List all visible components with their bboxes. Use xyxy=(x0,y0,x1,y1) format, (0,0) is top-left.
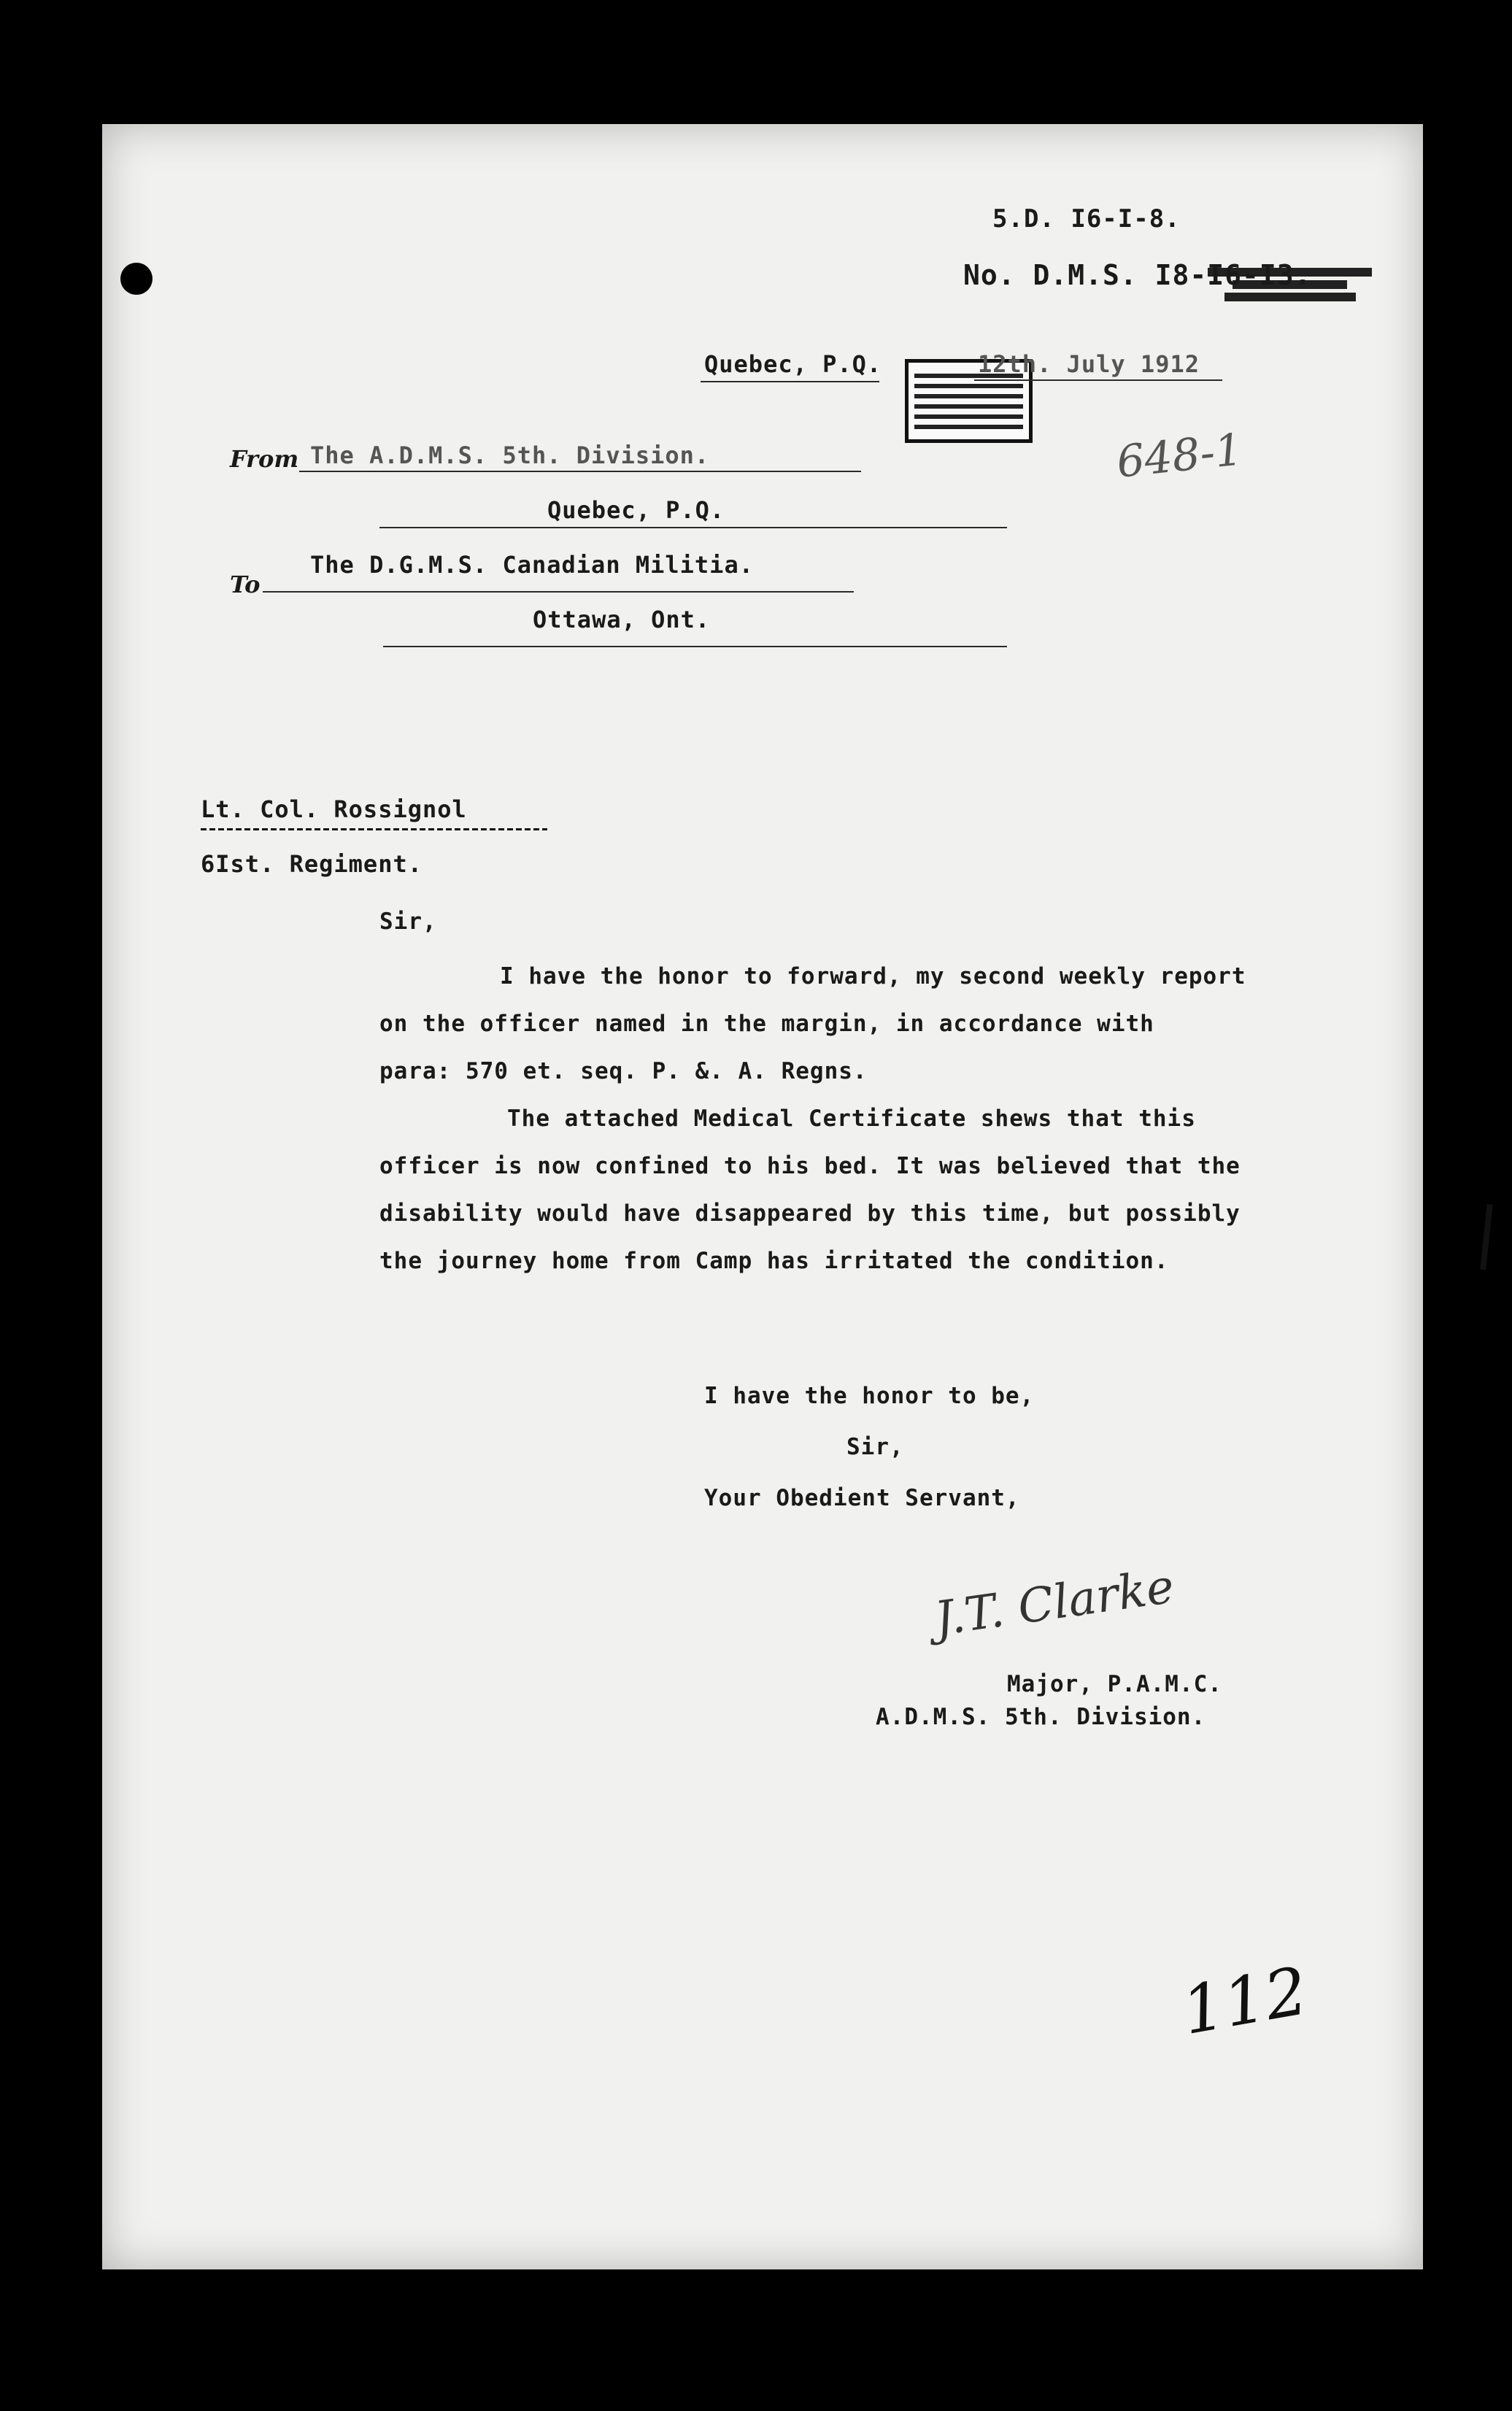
from-line-1: The A.D.M.S. 5th. Division. xyxy=(310,441,710,469)
from-line-2: Quebec, P.Q. xyxy=(547,496,725,524)
salutation: Sir, xyxy=(379,909,437,935)
file-reference: 5.D. I6-I-8. xyxy=(992,204,1181,234)
closing-line-1: I have the honor to be, xyxy=(704,1383,1035,1409)
letter-place: Quebec, P.Q. xyxy=(704,350,882,378)
from-label: From xyxy=(230,445,299,473)
date-underline xyxy=(974,379,1222,381)
punch-hole xyxy=(120,263,153,295)
place-underline xyxy=(701,381,879,382)
page-number: 112 xyxy=(1176,1952,1314,2051)
paragraph-2-line-2: officer is now confined to his bed. It was believed that the xyxy=(379,1153,1241,1179)
signatory-rank: Major, P.A.M.C. xyxy=(1007,1671,1222,1697)
paragraph-1-line-2: on the officer named in the margin, in accordance with xyxy=(379,1011,1154,1037)
edge-mark xyxy=(1480,1204,1492,1270)
to-line-1: The D.G.M.S. Canadian Militia. xyxy=(310,551,754,579)
from-rule-2 xyxy=(379,527,1007,528)
margin-officer-unit: 6Ist. Regiment. xyxy=(201,850,423,878)
document-page xyxy=(102,124,1423,2269)
signature: J.T. Clarke xyxy=(931,1559,1178,1647)
signatory-title: A.D.M.S. 5th. Division. xyxy=(876,1704,1206,1730)
handwritten-file-number: 648-1 xyxy=(1114,424,1246,488)
paragraph-2-line-4: the journey home from Camp has irritated the condition. xyxy=(379,1248,1169,1274)
to-rule-1 xyxy=(263,591,854,593)
to-line-2: Ottawa, Ont. xyxy=(533,606,711,633)
paragraph-1-line-3: para: 570 et. seq. P. &. A. Regns. xyxy=(379,1058,868,1084)
to-rule-2 xyxy=(383,646,1007,647)
margin-officer-name: Lt. Col. Rossignol xyxy=(201,795,467,823)
margin-name-underline xyxy=(201,828,547,830)
from-rule-1 xyxy=(299,471,861,472)
paragraph-2-line-1: The attached Medical Certificate shews that this xyxy=(507,1106,1196,1132)
paragraph-1-line-1: I have the honor to forward, my second weekly report xyxy=(500,963,1246,990)
closing-line-3: Your Obedient Servant, xyxy=(704,1485,1020,1511)
paragraph-2-line-3: disability would have disappeared by this time, but possibly xyxy=(379,1200,1241,1227)
letter-date: 12th. July 1912 xyxy=(978,350,1200,378)
dms-reference: No. D.M.S. I8-I6-I3. xyxy=(963,259,1312,291)
to-label: To xyxy=(230,571,261,598)
closing-line-2: Sir, xyxy=(846,1434,904,1460)
